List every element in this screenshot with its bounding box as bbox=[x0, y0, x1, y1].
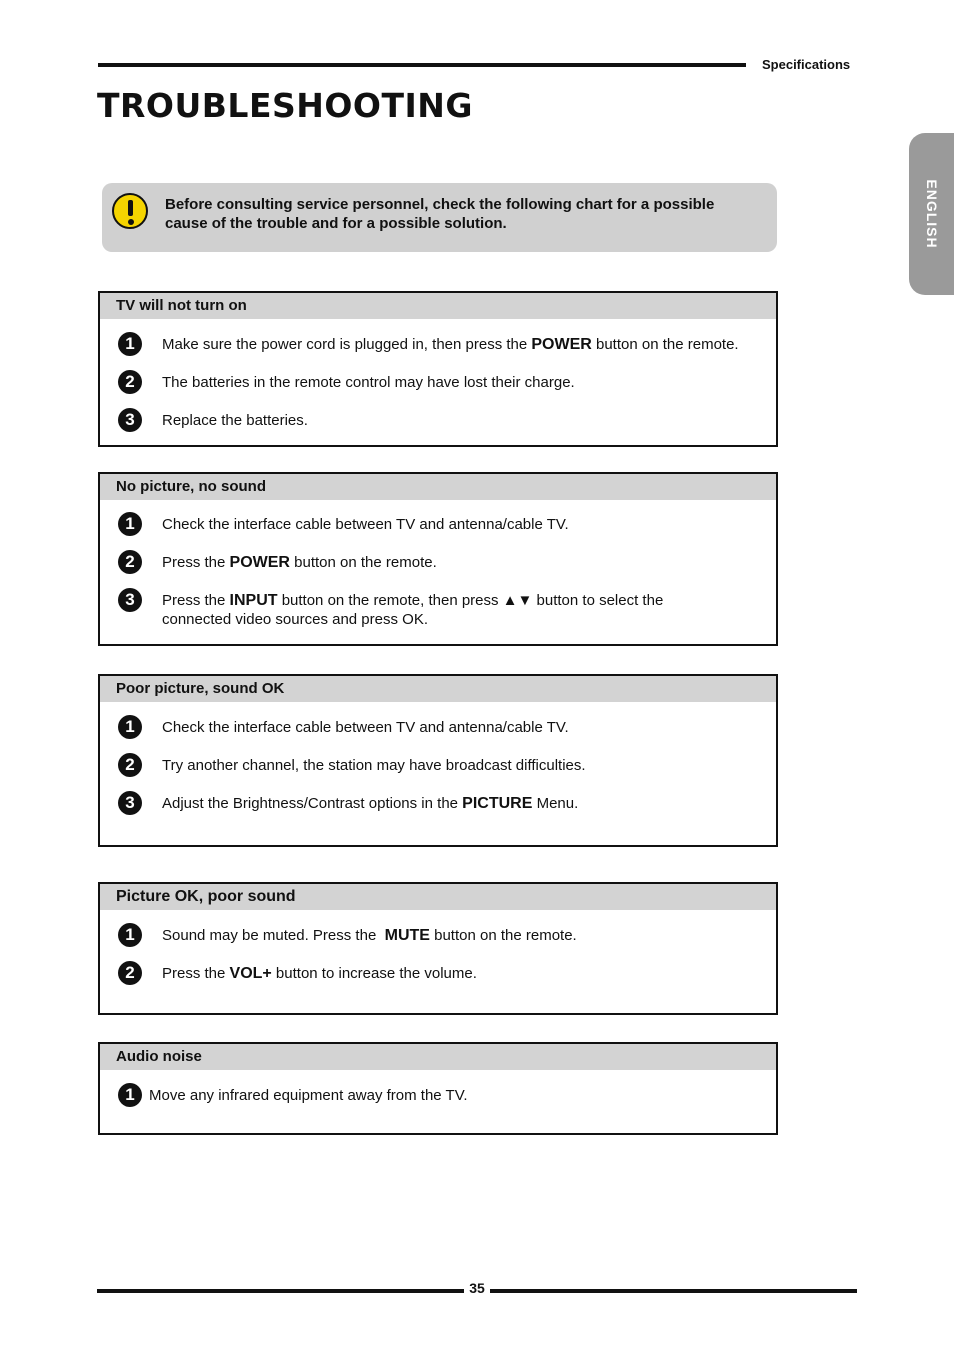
step-number-icon: 1 bbox=[118, 332, 142, 356]
language-tab bbox=[909, 133, 954, 295]
section-audio-noise bbox=[98, 1042, 778, 1135]
item-text: Press the POWER button on the remote. bbox=[162, 554, 437, 571]
item-text: Adjust the Brightness/Contrast options in the PICTURE Menu. bbox=[162, 795, 579, 812]
section-tv-will-not-turn-on bbox=[98, 291, 778, 447]
section-title: Audio noise bbox=[100, 1044, 776, 1070]
item-text: Replace the batteries. bbox=[162, 412, 308, 429]
step-number-icon: 3 bbox=[118, 408, 142, 432]
section-poor-picture-sound-ok bbox=[98, 674, 778, 847]
section-picture-ok-poor-sound bbox=[98, 882, 778, 1015]
step-number-icon: 1 bbox=[118, 923, 142, 947]
section-title: No picture, no sound bbox=[100, 474, 776, 500]
page-title: TROUBLESHOOTING bbox=[97, 86, 473, 125]
item-text: Press the VOL+ button to increase the volume. bbox=[162, 965, 477, 982]
item-text: Try another channel, the station may have broadcast difficulties. bbox=[162, 757, 586, 774]
notice-box bbox=[102, 183, 777, 252]
page-number: 35 bbox=[469, 1280, 485, 1296]
header-rule bbox=[98, 63, 746, 67]
item-text: The batteries in the remote control may have lost their charge. bbox=[162, 374, 575, 391]
item-text: Check the interface cable between TV and antenna/cable TV. bbox=[162, 516, 569, 533]
step-number-icon: 1 bbox=[118, 512, 142, 536]
footer-rule-left bbox=[97, 1289, 464, 1293]
step-number-icon: 3 bbox=[118, 588, 142, 612]
step-number-icon: 3 bbox=[118, 791, 142, 815]
notice-text bbox=[165, 195, 765, 233]
section-title: Picture OK, poor sound bbox=[100, 884, 776, 910]
item-text: Check the interface cable between TV and antenna/cable TV. bbox=[162, 719, 569, 736]
item-text: Move any infrared equipment away from the TV. bbox=[149, 1087, 468, 1104]
language-tab-label: ENGLISH bbox=[923, 179, 940, 249]
item-text: Press the INPUT button on the remote, then press ▲▼ button to select the connected video sources and press OK. bbox=[162, 592, 664, 628]
section-title: Poor picture, sound OK bbox=[100, 676, 776, 702]
section-label: Specifications bbox=[762, 57, 851, 72]
exclamation-warning-icon bbox=[112, 193, 148, 229]
footer-rule-right bbox=[490, 1289, 857, 1293]
notice-line-1: Before consulting service personnel, check the following chart for a possible bbox=[165, 196, 715, 213]
section-no-picture-no-sound bbox=[98, 472, 778, 646]
step-number-icon: 2 bbox=[118, 370, 142, 394]
notice-line-2: cause of the trouble and for a possible solution. bbox=[165, 215, 507, 232]
step-number-icon: 1 bbox=[118, 1083, 142, 1107]
step-number-icon: 2 bbox=[118, 550, 142, 574]
step-number-icon: 1 bbox=[118, 715, 142, 739]
step-number-icon: 2 bbox=[118, 961, 142, 985]
section-title: TV will not turn on bbox=[100, 293, 776, 319]
item-text: Make sure the power cord is plugged in, then press the POWER button on the remote. bbox=[162, 336, 739, 353]
step-number-icon: 2 bbox=[118, 753, 142, 777]
item-text: Sound may be muted. Press the MUTE button on the remote. bbox=[162, 927, 577, 944]
